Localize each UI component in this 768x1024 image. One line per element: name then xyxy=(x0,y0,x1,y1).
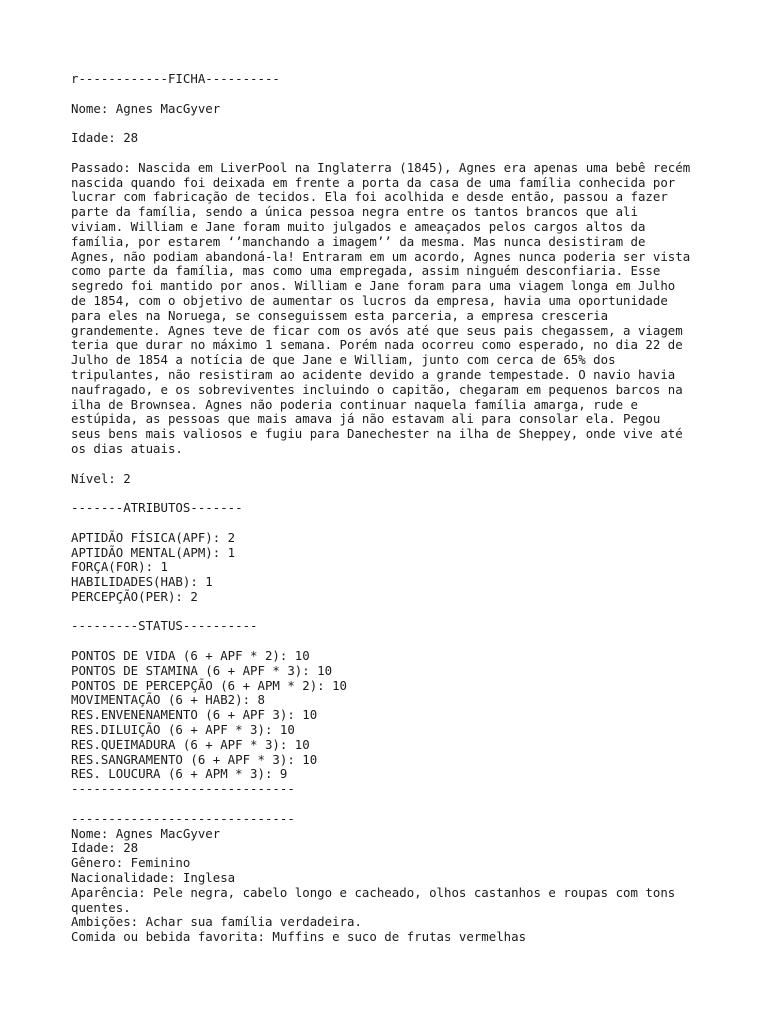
profile-header-divider: ------------------------------ xyxy=(71,810,295,826)
status-item: RES.SANGRAMENTO (6 + APF * 3): 10 xyxy=(71,751,318,767)
status-list xyxy=(71,649,711,797)
attributes-header: -------ATRIBUTOS------- xyxy=(71,500,243,516)
spacer xyxy=(71,457,711,472)
backstory-line: Agnes, não podiam abandoná-la! Entraram em um acordo, Agnes nunca poderia ser vista xyxy=(71,248,691,264)
profile-item: quentes. xyxy=(71,899,131,915)
backstory-line: Julho de 1854 a notícia de que Jane e William, junto com cerca de 65% dos xyxy=(71,352,616,368)
attribute-item: FORÇA(FOR): 1 xyxy=(71,559,168,575)
spacer xyxy=(71,486,711,501)
status-item: MOVIMENTAÇÃO (6 + HAB2): 8 xyxy=(71,692,265,708)
status-item: RES. LOUCURA (6 + APM * 3): 9 xyxy=(71,766,288,782)
attributes-list xyxy=(71,531,711,605)
status-item: RES.QUEIMADURA (6 + APF * 3): 10 xyxy=(71,736,310,752)
backstory-line: segredo foi mantido por anos. William e Jane foram para uma viagem longa em Julho xyxy=(71,278,676,294)
backstory-line: nascida quando foi deixada em frente a porta da casa de uma família conhecida por xyxy=(71,174,676,190)
backstory-line: estúpida, as pessoas que mais amava já não estavam ali para consolar ela. Pegou xyxy=(71,411,661,427)
backstory-line: tripulantes, não resistiram ao acidente devido a grande tempestade. O navio havia xyxy=(71,366,676,382)
backstory-line: como parte da família, mas como uma empregada, assim ninguém desconfiaria. Esse xyxy=(71,263,661,279)
spacer xyxy=(71,605,711,620)
attribute-item: APTIDÃO FÍSICA(APF): 2 xyxy=(71,529,236,545)
backstory-line: lucrar com fabricação de tecidos. Ela foi acolhida e desde então, passou a fazer xyxy=(71,189,668,205)
profile-item: Comida ou bebida favorita: Muffins e suco de frutas vermelhas xyxy=(71,929,527,945)
backstory-line: seus bens mais valiosos e fugiu para Danechester na ilha de Sheppey, onde vive até xyxy=(71,426,683,442)
status-header: ---------STATUS---------- xyxy=(71,618,258,634)
backstory-line: ilha de Brownsea. Agnes não poderia continuar naquela família amarga, rude e xyxy=(71,396,638,412)
profile-item: Gênero: Feminino xyxy=(71,855,191,871)
backstory-line: família, por estarem ‘’manchando a imagem’’ da mesma. Mas nunca desistiram de xyxy=(71,233,646,249)
backstory-line: os dias atuais. xyxy=(71,440,183,456)
profile-section xyxy=(71,812,711,945)
backstory-line: de 1854, com o objetivo de aumentar os lucros da empresa, havia uma oportunidade xyxy=(71,292,668,308)
spacer xyxy=(71,634,711,649)
attribute-item: APTIDÃO MENTAL(APM): 1 xyxy=(71,544,236,560)
backstory-line: naufragado, e os sobreviventes incluindo o capitão, chegaram em pequenos barcos na xyxy=(71,381,683,397)
spacer xyxy=(71,146,711,161)
profile-item: Aparência: Pele negra, cabelo longo e cacheado, olhos castanhos e roupas com tons xyxy=(71,884,676,900)
character-sheet-document xyxy=(71,72,711,945)
backstory-line: grandemente. Agnes teve de ficar com os avós até que seus pais chegassem, a viagem xyxy=(71,322,683,338)
profile-item: Ambições: Achar sua família verdadeira. xyxy=(71,914,362,930)
backstory-line: teria que durar no máximo 1 semana. Porém nada ocorreu como esperado, no dia 22 de xyxy=(71,337,683,353)
profile-item: Nome: Agnes MacGyver xyxy=(71,825,221,841)
attribute-item: PERCEPÇÃO(PER): 2 xyxy=(71,588,198,604)
attribute-item: HABILIDADES(HAB): 1 xyxy=(71,574,213,590)
character-name: Nome: Agnes MacGyver xyxy=(71,100,221,116)
spacer xyxy=(71,87,711,102)
sheet-header: r------------FICHA---------- xyxy=(71,71,280,86)
status-item: PONTOS DE STAMINA (6 + APF * 3): 10 xyxy=(71,662,333,678)
character-age: Idade: 28 xyxy=(71,130,139,146)
profile-item: Nacionalidade: Inglesa xyxy=(71,870,236,886)
spacer xyxy=(71,516,711,531)
backstory-line: parte da família, sendo a única pessoa negra entre os tantos brancos que ali xyxy=(71,204,638,220)
status-item: PONTOS DE PERCEPÇÃO (6 + APM * 2): 10 xyxy=(71,677,348,693)
spacer xyxy=(71,797,711,812)
profile-item: Idade: 28 xyxy=(71,840,139,856)
status-item: RES.DILUIÇÃO (6 + APF * 3): 10 xyxy=(71,722,295,738)
spacer xyxy=(71,116,711,131)
status-footer-divider: ------------------------------ xyxy=(71,781,295,797)
character-level: Nível: 2 xyxy=(71,470,131,486)
status-item: RES.ENVENENAMENTO (6 + APF 3): 10 xyxy=(71,707,318,723)
backstory-paragraph xyxy=(71,161,711,457)
status-item: PONTOS DE VIDA (6 + APF * 2): 10 xyxy=(71,648,310,664)
backstory-line: Passado: Nascida em LiverPool na Inglaterra (1845), Agnes era apenas uma bebê recém xyxy=(71,159,691,175)
backstory-line: para eles na Noruega, se conseguissem esta parceria, a empresa cresceria xyxy=(71,307,609,323)
backstory-line: viviam. William e Jane foram muito julgados e ameaçados pelos cargos altos da xyxy=(71,218,646,234)
